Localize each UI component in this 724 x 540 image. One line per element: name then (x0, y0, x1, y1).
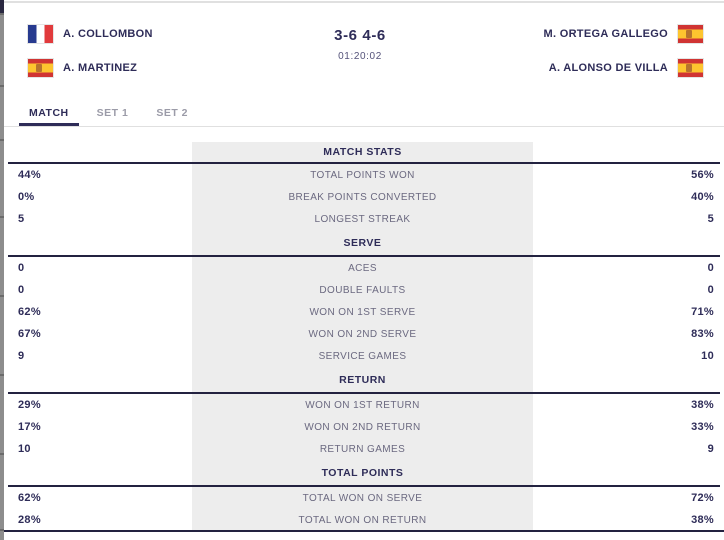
stat-row (8, 487, 720, 509)
bottom-divider (4, 530, 724, 532)
stat-label: RETURN GAMES (192, 438, 533, 460)
stat-row (8, 438, 720, 460)
player-row (544, 24, 703, 43)
stat-value-left: 67% (18, 328, 41, 340)
stat-value-left: 9 (18, 350, 25, 362)
stat-row (8, 323, 720, 345)
stat-value-left: 44% (18, 169, 41, 181)
stat-value-right: 38% (691, 399, 714, 411)
player-name: A. COLLOMBON (63, 27, 153, 40)
stat-value-right: 83% (691, 328, 714, 340)
stat-value-left: 0% (18, 191, 35, 203)
team-left (28, 24, 153, 92)
flag-spain-icon (28, 59, 53, 77)
match-score: 3-6 4-6 (334, 27, 386, 44)
stat-row (8, 416, 720, 438)
player-name: M. ORTEGA GALLEGO (543, 27, 668, 40)
stat-value-right: 40% (691, 191, 714, 203)
stats-table (8, 142, 720, 531)
stat-value-right: 71% (691, 306, 714, 318)
stat-label: WON ON 2ND RETURN (192, 416, 533, 438)
stat-row (8, 509, 720, 531)
player-row (28, 24, 153, 43)
stat-value-left: 28% (18, 514, 41, 526)
tab-label: SET 1 (96, 107, 129, 119)
section-header-row (8, 142, 720, 164)
tabs-divider (4, 126, 724, 127)
stat-label: DOUBLE FAULTS (192, 279, 533, 301)
stat-value-left: 62% (18, 492, 41, 504)
player-name: A. MARTINEZ (63, 61, 138, 74)
tab-label: MATCH (29, 107, 69, 119)
player-name: A. ALONSO DE VILLA (548, 61, 668, 74)
stat-value-left: 5 (18, 213, 25, 225)
top-divider (4, 1, 724, 3)
stat-value-right: 72% (691, 492, 714, 504)
team-right (544, 24, 703, 92)
stat-value-right: 0 (707, 284, 714, 296)
stats-section (8, 460, 720, 531)
stat-label: TOTAL POINTS WON (192, 164, 533, 186)
stat-row (8, 345, 720, 367)
stat-label: BREAK POINTS CONVERTED (192, 186, 533, 208)
stat-value-right: 10 (701, 350, 714, 362)
stat-row (8, 164, 720, 186)
tab-match[interactable] (19, 103, 79, 127)
stat-label: LONGEST STREAK (192, 208, 533, 230)
flag-spain-icon (678, 25, 703, 43)
stat-value-left: 62% (18, 306, 41, 318)
section-title: SERVE (192, 230, 533, 255)
stat-row (8, 208, 720, 230)
stat-label: WON ON 1ST SERVE (192, 301, 533, 323)
tab-label: SET 2 (156, 107, 189, 119)
stat-value-right: 9 (707, 443, 714, 455)
stat-row (8, 186, 720, 208)
match-duration: 01:20:02 (338, 51, 382, 62)
tab-set-1[interactable] (87, 103, 139, 127)
section-header-row (8, 460, 720, 487)
stat-value-right: 56% (691, 169, 714, 181)
stat-value-right: 0 (707, 262, 714, 274)
section-header-row (8, 230, 720, 257)
flag-spain-icon (678, 59, 703, 77)
player-row (28, 58, 153, 77)
stat-row (8, 394, 720, 416)
tabs-bar (8, 103, 206, 127)
stat-value-left: 10 (18, 443, 31, 455)
stat-label: TOTAL WON ON SERVE (192, 487, 533, 509)
flag-france-icon (28, 25, 53, 43)
stat-value-left: 17% (18, 421, 41, 433)
section-title: TOTAL POINTS (192, 460, 533, 485)
stats-section (8, 142, 720, 230)
score-block (250, 27, 470, 62)
stat-row (8, 279, 720, 301)
stat-value-right: 38% (691, 514, 714, 526)
stat-value-right: 33% (691, 421, 714, 433)
stat-label: WON ON 2ND SERVE (192, 323, 533, 345)
stats-section (8, 230, 720, 367)
stat-value-left: 29% (18, 399, 41, 411)
stat-label: ACES (192, 257, 533, 279)
stat-row (8, 257, 720, 279)
section-header-row (8, 367, 720, 394)
tab-set-2[interactable] (146, 103, 198, 127)
left-edge-panel (0, 0, 4, 540)
player-row (544, 58, 703, 77)
stats-section (8, 367, 720, 460)
section-title: RETURN (192, 367, 533, 392)
stat-row (8, 301, 720, 323)
stat-value-left: 0 (18, 262, 25, 274)
stat-label: TOTAL WON ON RETURN (192, 509, 533, 531)
stat-label: SERVICE GAMES (192, 345, 533, 367)
stat-label: WON ON 1ST RETURN (192, 394, 533, 416)
section-title: MATCH STATS (192, 142, 533, 162)
stat-value-left: 0 (18, 284, 25, 296)
stat-value-right: 5 (707, 213, 714, 225)
